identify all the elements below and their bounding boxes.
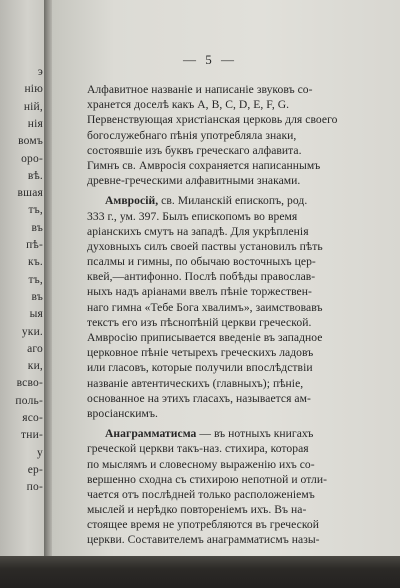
text-line: состоявшіе изъ буквъ греческаго алфавита. xyxy=(87,143,302,157)
left-page-fragment: тъ, xyxy=(28,273,43,286)
text-line: наго гимна «Тебе Бога хвалимъ», заимствовавъ xyxy=(87,300,323,314)
left-page-fragment: оро- xyxy=(21,152,43,165)
left-page-fragment: ыя xyxy=(29,308,43,321)
entry-term: Амвросій, xyxy=(105,194,159,208)
page-text xyxy=(87,82,387,548)
text-line: псалмы и гимны, по обычаю восточныхъ цер- xyxy=(87,255,316,269)
text-line: названіе автентическихъ (главныхъ); пѣніе, xyxy=(87,376,304,390)
left-page-fragment: ер- xyxy=(27,463,43,476)
left-page-fragment: ки, xyxy=(27,360,43,373)
text-line: чается отъ послѣдней только расположеніемъ xyxy=(87,487,315,501)
text-line: текстъ его изъ пѣснопѣній церкви греческой. xyxy=(87,315,312,329)
text-line: мыслей и нерѣдко повтореніемъ ихъ. Въ на- xyxy=(87,503,307,517)
page-number: — 5 — xyxy=(183,52,237,67)
text-line: ныхъ надъ аріанами ввелъ пѣніе торжествен- xyxy=(87,285,312,299)
text-line: церковное пѣніе четырехъ греческихъ ладовъ xyxy=(87,346,314,360)
left-page-fragment: пѣ- xyxy=(26,239,43,251)
text-line: богослужебнаго пѣнія употребляла знаки, xyxy=(87,128,297,142)
left-page-fragment: всво- xyxy=(16,377,43,390)
entry-text: — въ нотныхъ книгахъ xyxy=(196,427,314,441)
text-line: основанное на этихъ гласахъ, называется ам- xyxy=(87,391,311,405)
text-line: Гимнъ св. Амвросія сохраняется написаннымъ xyxy=(87,158,321,172)
entry-first-line xyxy=(87,193,387,208)
text-line: по мыслямъ и словесному выраженію ихъ со- xyxy=(87,457,315,471)
text-line: квей,—антифонно. Послѣ побѣды православ- xyxy=(87,270,316,284)
text-line: вершенно сходна съ стихирою непотной и отли- xyxy=(87,472,328,486)
left-page-fragment: поль- xyxy=(15,394,43,407)
text-line: духовныхъ силъ своей паствы установилъ пѣть xyxy=(87,239,323,253)
left-page-fragment: тъ, xyxy=(28,204,43,217)
left-page-fragment: въ xyxy=(31,290,43,303)
text-line: вросіанскимъ. xyxy=(87,406,158,420)
left-page-fragment: къ. xyxy=(27,256,43,269)
left-page-fragment: тни- xyxy=(21,429,43,442)
entry-term: Анаграмматисма xyxy=(105,427,197,441)
entry-first-line xyxy=(87,426,387,441)
text-line: Алфавитное названіе и написаніе звуковъ со- xyxy=(87,83,313,96)
text-line: стоящее время не употребляются въ греческой xyxy=(87,518,320,532)
left-page-fragment: въ xyxy=(31,221,43,234)
text-line: древне-греческими алфавитными знаками. xyxy=(87,174,301,188)
left-page-fragment: по- xyxy=(26,481,43,494)
left-page-fragment: ній, xyxy=(23,100,43,113)
text-line: церкви. Составителемъ анаграмматисмъ назы- xyxy=(87,533,320,547)
left-page-fragment: уки. xyxy=(21,325,43,338)
left-page-fragment: у xyxy=(37,446,43,459)
left-page-fragment: нія xyxy=(27,117,43,130)
text-line: 333 г., ум. 397. Былъ епископомъ во время xyxy=(87,209,298,223)
text-line: или гласовъ, которые получили впослѣдствіи xyxy=(87,361,313,375)
left-page-fragment: вомъ xyxy=(18,135,43,148)
left-page-fragment: вѣ. xyxy=(27,169,43,182)
left-page-fragment: э xyxy=(37,66,43,78)
entry-text: св. Миланскій епископъ, род. xyxy=(158,194,308,208)
text-line: хранется доселѣ какъ A, B, C, D, E, F, G. xyxy=(87,98,290,112)
left-page-fragment: вшая xyxy=(17,187,43,200)
text-line: Амвросію приписывается введеніе въ западное xyxy=(87,331,323,344)
left-page-edge xyxy=(0,0,46,560)
left-page-fragment: аго xyxy=(27,342,43,355)
text-line: аріанскихъ смутъ на западѣ. Для укрѣпленія xyxy=(87,224,309,238)
left-page-fragment: ясо- xyxy=(22,412,43,424)
table-background xyxy=(0,556,400,588)
text-line: греческой церкви такъ-наз. стихира, которая xyxy=(87,442,309,456)
left-page-fragment: нію xyxy=(24,83,43,96)
text-line: Первенствующая христіанская церковь для своего xyxy=(87,113,338,127)
